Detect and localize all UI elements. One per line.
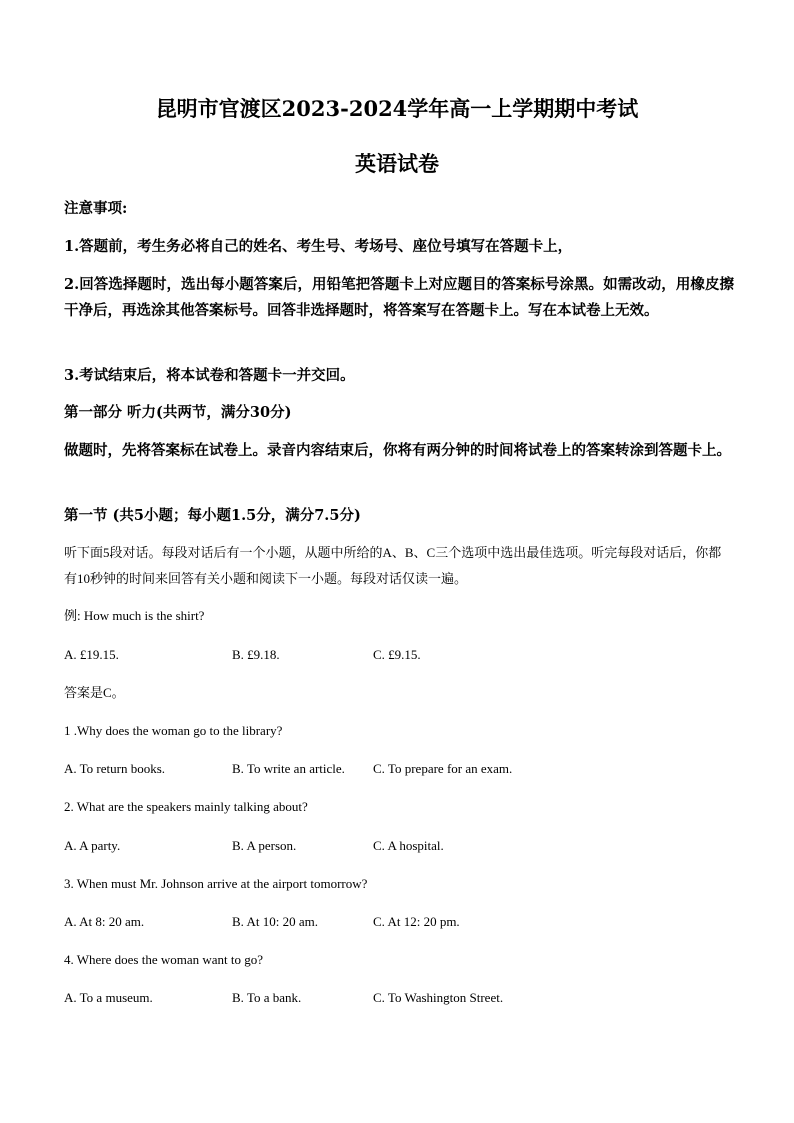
question-4-option-a: A. To a museum. bbox=[64, 990, 153, 1005]
section1-instruction: 听下面5段对话。每段对话后有一个小题，从题中所给的A、B、C三个选项中选出最佳选项。听完每段对话后，你都有10秒钟的时间来回答有关小题和阅读下一小题。每段对话仅读一遍。 bbox=[64, 545, 722, 586]
example-question: 例: How much is the shirt? bbox=[64, 608, 205, 623]
question-2-option-b: B. A person. bbox=[232, 838, 297, 853]
question-4-option-b: B. To a bank. bbox=[232, 990, 302, 1005]
question-1-option-b: B. To write an article. bbox=[232, 761, 345, 776]
example-option-a: A. £19.15. bbox=[64, 647, 119, 662]
notice-item-3: 3.考试结束后，将本试卷和答题卡一并交回。 bbox=[64, 367, 355, 384]
example-answer: 答案是C。 bbox=[64, 685, 125, 700]
notice-heading: 注意事项: bbox=[64, 200, 128, 217]
question-1: 1 .Why does the woman go to the library? bbox=[64, 723, 283, 738]
exam-subtitle: 英语试卷 bbox=[355, 151, 439, 176]
question-4-option-c: C. To Washington Street. bbox=[373, 990, 504, 1005]
question-3-option-b: B. At 10: 20 am. bbox=[232, 914, 318, 929]
question-4: 4. Where does the woman want to go? bbox=[64, 952, 264, 967]
part1-instruction: 做题时，先将答案标在试卷上。录音内容结束后，你将有两分钟的时间将试卷上的答案转涂到答题卡上。 bbox=[64, 442, 731, 459]
part1-heading: 第一部分 听力(共两节，满分30分) bbox=[64, 404, 292, 421]
question-2-option-a: A. A party. bbox=[64, 838, 121, 853]
question-2-option-c: C. A hospital. bbox=[373, 838, 444, 853]
question-2: 2. What are the speakers mainly talking about? bbox=[64, 799, 308, 814]
question-1-option-a: A. To return books. bbox=[64, 761, 166, 776]
question-3-option-c: C. At 12: 20 pm. bbox=[373, 914, 460, 929]
question-1-option-c: C. To prepare for an exam. bbox=[373, 761, 513, 776]
question-3-option-a: A. At 8: 20 am. bbox=[64, 914, 145, 929]
example-option-b: B. £9.18. bbox=[232, 647, 280, 662]
exam-title: 昆明市官渡区2023-2024学年高一上学期期中考试 bbox=[155, 96, 639, 121]
notice-item-1: 1.答题前，考生务必将自己的姓名、考生号、考场号、座位号填写在答题卡上， bbox=[64, 238, 573, 255]
example-option-c: C. £9.15. bbox=[373, 647, 421, 662]
notice-item-2: 2.回答选择题时，选出每小题答案后，用铅笔把答题卡上对应题目的答案标号涂黑。如需改动，用橡皮擦干净后，再选涂其他答案标号。回答非选择题时，将答案写在答题卡上。写在本试卷上无效。 bbox=[64, 276, 734, 319]
section1-heading: 第一节 (共5小题；每小题1.5分，满分7.5分) bbox=[64, 507, 361, 524]
question-3: 3. When must Mr. Johnson arrive at the airport tomorrow? bbox=[64, 876, 368, 891]
